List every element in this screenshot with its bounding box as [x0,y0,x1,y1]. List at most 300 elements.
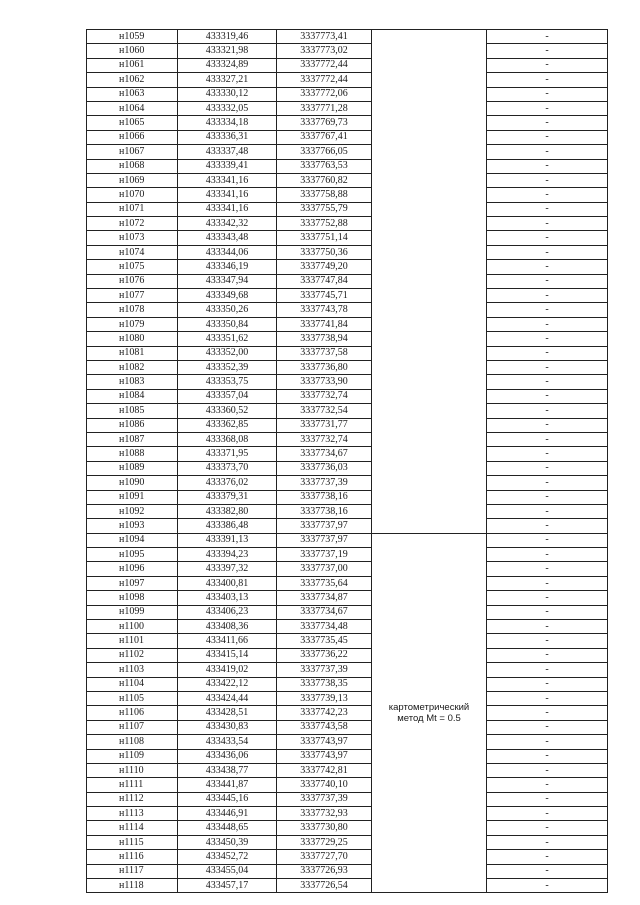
accuracy-cell: - [487,73,608,87]
x-coordinate-cell: 433324,89 [178,58,277,72]
x-coordinate-cell: 433341,16 [178,188,277,202]
x-coordinate-cell: 433350,26 [178,303,277,317]
point-id-cell: н1072 [87,217,178,231]
accuracy-cell: - [487,30,608,44]
accuracy-cell: - [487,605,608,619]
point-id-cell: н1117 [87,864,178,878]
accuracy-cell: - [487,173,608,187]
x-coordinate-cell: 433371,95 [178,447,277,461]
point-id-cell: н1071 [87,202,178,216]
x-coordinate-cell: 433339,41 [178,159,277,173]
accuracy-cell: - [487,44,608,58]
x-coordinate-cell: 433352,39 [178,360,277,374]
accuracy-cell: - [487,476,608,490]
x-coordinate-cell: 433391,13 [178,533,277,547]
x-coordinate-cell: 433438,77 [178,763,277,777]
table-row [87,87,608,101]
point-id-cell: н1103 [87,663,178,677]
accuracy-cell: - [487,404,608,418]
y-coordinate-cell: 3337773,41 [277,30,372,44]
y-coordinate-cell: 3337745,71 [277,289,372,303]
x-coordinate-cell: 433350,84 [178,317,277,331]
point-id-cell: н1105 [87,691,178,705]
point-id-cell: н1106 [87,706,178,720]
table-row [87,620,608,634]
y-coordinate-cell: 3337737,97 [277,533,372,547]
accuracy-cell: - [487,101,608,115]
point-id-cell: н1069 [87,173,178,187]
table-row [87,202,608,216]
x-coordinate-cell: 433332,05 [178,101,277,115]
x-coordinate-cell: 433424,44 [178,691,277,705]
accuracy-cell: - [487,145,608,159]
accuracy-cell: - [487,706,608,720]
accuracy-cell: - [487,648,608,662]
table-row [87,303,608,317]
x-coordinate-cell: 433400,81 [178,576,277,590]
y-coordinate-cell: 3337773,02 [277,44,372,58]
y-coordinate-cell: 3337750,36 [277,245,372,259]
table-row [87,533,608,547]
x-coordinate-cell: 433351,62 [178,332,277,346]
point-id-cell: н1081 [87,346,178,360]
y-coordinate-cell: 3337763,53 [277,159,372,173]
table-row [87,735,608,749]
point-id-cell: н1061 [87,58,178,72]
point-id-cell: н1086 [87,418,178,432]
method-cell-empty [372,30,487,534]
y-coordinate-cell: 3337733,90 [277,375,372,389]
y-coordinate-cell: 3337737,58 [277,346,372,360]
y-coordinate-cell: 3337732,54 [277,404,372,418]
accuracy-cell: - [487,720,608,734]
table-row [87,879,608,893]
x-coordinate-cell: 433415,14 [178,648,277,662]
y-coordinate-cell: 3337769,73 [277,116,372,130]
x-coordinate-cell: 433343,48 [178,231,277,245]
y-coordinate-cell: 3337743,97 [277,735,372,749]
point-id-cell: н1082 [87,360,178,374]
point-id-cell: н1108 [87,735,178,749]
point-id-cell: н1101 [87,634,178,648]
point-id-cell: н1065 [87,116,178,130]
y-coordinate-cell: 3337736,22 [277,648,372,662]
accuracy-cell: - [487,202,608,216]
table-row [87,173,608,187]
x-coordinate-cell: 433408,36 [178,620,277,634]
table-row [87,476,608,490]
accuracy-cell: - [487,879,608,893]
accuracy-cell: - [487,418,608,432]
accuracy-cell: - [487,864,608,878]
accuracy-cell: - [487,360,608,374]
table-row [87,375,608,389]
x-coordinate-cell: 433330,12 [178,87,277,101]
y-coordinate-cell: 3337734,48 [277,620,372,634]
accuracy-cell: - [487,289,608,303]
point-id-cell: н1099 [87,605,178,619]
accuracy-cell: - [487,375,608,389]
table-row [87,58,608,72]
point-id-cell: н1068 [87,159,178,173]
x-coordinate-cell: 433452,72 [178,850,277,864]
table-row [87,73,608,87]
y-coordinate-cell: 3337727,70 [277,850,372,864]
y-coordinate-cell: 3337734,87 [277,591,372,605]
x-coordinate-cell: 433337,48 [178,145,277,159]
y-coordinate-cell: 3337758,88 [277,188,372,202]
y-coordinate-cell: 3337732,74 [277,389,372,403]
point-id-cell: н1102 [87,648,178,662]
table-row [87,749,608,763]
y-coordinate-cell: 3337730,80 [277,821,372,835]
y-coordinate-cell: 3337741,84 [277,317,372,331]
point-id-cell: н1085 [87,404,178,418]
table-row [87,634,608,648]
point-id-cell: н1107 [87,720,178,734]
table-row [87,130,608,144]
point-id-cell: н1090 [87,476,178,490]
accuracy-cell: - [487,735,608,749]
table-row [87,691,608,705]
table-row [87,145,608,159]
table-row [87,360,608,374]
point-id-cell: н1087 [87,432,178,446]
table-row [87,663,608,677]
x-coordinate-cell: 433357,04 [178,389,277,403]
y-coordinate-cell: 3337751,14 [277,231,372,245]
table-row [87,490,608,504]
table-row [87,835,608,849]
x-coordinate-cell: 433319,46 [178,30,277,44]
table-row [87,763,608,777]
accuracy-cell: - [487,274,608,288]
point-id-cell: н1063 [87,87,178,101]
table-row [87,332,608,346]
accuracy-cell: - [487,677,608,691]
y-coordinate-cell: 3337772,06 [277,87,372,101]
table-row [87,188,608,202]
accuracy-cell: - [487,317,608,331]
y-coordinate-cell: 3337732,93 [277,807,372,821]
point-id-cell: н1115 [87,835,178,849]
table-row [87,432,608,446]
x-coordinate-cell: 433448,65 [178,821,277,835]
x-coordinate-cell: 433373,70 [178,461,277,475]
x-coordinate-cell: 433360,52 [178,404,277,418]
table-row [87,389,608,403]
coordinates-table-body [87,30,608,893]
x-coordinate-cell: 433352,00 [178,346,277,360]
point-id-cell: н1089 [87,461,178,475]
table-row [87,821,608,835]
point-id-cell: н1109 [87,749,178,763]
table-row [87,576,608,590]
accuracy-cell: - [487,346,608,360]
x-coordinate-cell: 433419,02 [178,663,277,677]
point-id-cell: н1064 [87,101,178,115]
accuracy-cell: - [487,533,608,547]
accuracy-cell: - [487,691,608,705]
table-row [87,44,608,58]
table-row [87,720,608,734]
point-id-cell: н1079 [87,317,178,331]
y-coordinate-cell: 3337740,10 [277,778,372,792]
point-id-cell: н1073 [87,231,178,245]
point-id-cell: н1096 [87,562,178,576]
accuracy-cell: - [487,231,608,245]
accuracy-cell: - [487,835,608,849]
x-coordinate-cell: 433386,48 [178,519,277,533]
table-row [87,605,608,619]
accuracy-cell: - [487,116,608,130]
x-coordinate-cell: 433441,87 [178,778,277,792]
y-coordinate-cell: 3337735,45 [277,634,372,648]
table-row [87,317,608,331]
x-coordinate-cell: 433422,12 [178,677,277,691]
y-coordinate-cell: 3337739,13 [277,691,372,705]
accuracy-cell: - [487,461,608,475]
point-id-cell: н1074 [87,245,178,259]
point-id-cell: н1093 [87,519,178,533]
point-id-cell: н1077 [87,289,178,303]
point-id-cell: н1067 [87,145,178,159]
method-name: картометрический [388,702,470,714]
y-coordinate-cell: 3337737,19 [277,548,372,562]
table-row [87,807,608,821]
table-row [87,677,608,691]
accuracy-cell: - [487,188,608,202]
point-id-cell: н1100 [87,620,178,634]
accuracy-cell: - [487,749,608,763]
y-coordinate-cell: 3337731,77 [277,418,372,432]
point-id-cell: н1098 [87,591,178,605]
accuracy-cell: - [487,821,608,835]
y-coordinate-cell: 3337772,44 [277,73,372,87]
y-coordinate-cell: 3337736,80 [277,360,372,374]
table-row [87,30,608,44]
table-row [87,404,608,418]
y-coordinate-cell: 3337749,20 [277,260,372,274]
x-coordinate-cell: 433342,32 [178,217,277,231]
x-coordinate-cell: 433341,16 [178,202,277,216]
y-coordinate-cell: 3337737,39 [277,476,372,490]
accuracy-cell: - [487,504,608,518]
y-coordinate-cell: 3337734,67 [277,605,372,619]
accuracy-cell: - [487,591,608,605]
point-id-cell: н1094 [87,533,178,547]
accuracy-cell: - [487,850,608,864]
x-coordinate-cell: 433394,23 [178,548,277,562]
x-coordinate-cell: 433376,02 [178,476,277,490]
table-row [87,101,608,115]
point-id-cell: н1078 [87,303,178,317]
accuracy-cell: - [487,245,608,259]
y-coordinate-cell: 3337738,35 [277,677,372,691]
table-row [87,792,608,806]
table-row [87,850,608,864]
accuracy-cell: - [487,562,608,576]
table-row [87,548,608,562]
x-coordinate-cell: 433327,21 [178,73,277,87]
y-coordinate-cell: 3337755,79 [277,202,372,216]
point-id-cell: н1111 [87,778,178,792]
table-row [87,447,608,461]
x-coordinate-cell: 433368,08 [178,432,277,446]
table-row [87,519,608,533]
table-row [87,159,608,173]
accuracy-cell: - [487,260,608,274]
x-coordinate-cell: 433353,75 [178,375,277,389]
table-row [87,591,608,605]
x-coordinate-cell: 433433,54 [178,735,277,749]
accuracy-cell: - [487,519,608,533]
x-coordinate-cell: 433411,66 [178,634,277,648]
point-id-cell: н1097 [87,576,178,590]
y-coordinate-cell: 3337738,16 [277,490,372,504]
x-coordinate-cell: 433321,98 [178,44,277,58]
table-row [87,562,608,576]
table-row [87,706,608,720]
point-id-cell: н1075 [87,260,178,274]
accuracy-cell: - [487,576,608,590]
accuracy-cell: - [487,778,608,792]
point-id-cell: н1076 [87,274,178,288]
point-id-cell: н1092 [87,504,178,518]
accuracy-cell: - [487,217,608,231]
accuracy-cell: - [487,792,608,806]
accuracy-cell: - [487,432,608,446]
x-coordinate-cell: 433346,19 [178,260,277,274]
y-coordinate-cell: 3337743,78 [277,303,372,317]
accuracy-cell: - [487,548,608,562]
accuracy-cell: - [487,332,608,346]
y-coordinate-cell: 3337743,97 [277,749,372,763]
point-id-cell: н1110 [87,763,178,777]
x-coordinate-cell: 433436,06 [178,749,277,763]
y-coordinate-cell: 3337737,39 [277,663,372,677]
x-coordinate-cell: 433455,04 [178,864,277,878]
point-id-cell: н1083 [87,375,178,389]
point-id-cell: н1112 [87,792,178,806]
y-coordinate-cell: 3337743,58 [277,720,372,734]
y-coordinate-cell: 3337736,03 [277,461,372,475]
table-row [87,245,608,259]
accuracy-cell: - [487,807,608,821]
coordinates-table [86,29,608,893]
table-row [87,116,608,130]
x-coordinate-cell: 433349,68 [178,289,277,303]
y-coordinate-cell: 3337726,93 [277,864,372,878]
point-id-cell: н1060 [87,44,178,58]
point-id-cell: н1062 [87,73,178,87]
x-coordinate-cell: 433406,23 [178,605,277,619]
y-coordinate-cell: 3337760,82 [277,173,372,187]
x-coordinate-cell: 433336,31 [178,130,277,144]
point-id-cell: н1116 [87,850,178,864]
x-coordinate-cell: 433450,39 [178,835,277,849]
y-coordinate-cell: 3337771,28 [277,101,372,115]
method-cell [372,533,487,893]
accuracy-cell: - [487,763,608,777]
accuracy-cell: - [487,447,608,461]
accuracy-cell: - [487,634,608,648]
point-id-cell: н1091 [87,490,178,504]
table-row [87,217,608,231]
point-id-cell: н1066 [87,130,178,144]
y-coordinate-cell: 3337742,81 [277,763,372,777]
point-id-cell: н1095 [87,548,178,562]
x-coordinate-cell: 433382,80 [178,504,277,518]
point-id-cell: н1104 [87,677,178,691]
point-id-cell: н1113 [87,807,178,821]
x-coordinate-cell: 433344,06 [178,245,277,259]
y-coordinate-cell: 3337767,41 [277,130,372,144]
y-coordinate-cell: 3337737,00 [277,562,372,576]
y-coordinate-cell: 3337772,44 [277,58,372,72]
point-id-cell: н1080 [87,332,178,346]
x-coordinate-cell: 433446,91 [178,807,277,821]
table-row [87,504,608,518]
table-row [87,418,608,432]
accuracy-cell: - [487,130,608,144]
method-accuracy: метод Mt = 0.5 [397,713,461,725]
x-coordinate-cell: 433430,83 [178,720,277,734]
y-coordinate-cell: 3337737,39 [277,792,372,806]
table-row [87,778,608,792]
accuracy-cell: - [487,389,608,403]
y-coordinate-cell: 3337737,97 [277,519,372,533]
y-coordinate-cell: 3337726,54 [277,879,372,893]
point-id-cell: н1114 [87,821,178,835]
x-coordinate-cell: 433403,13 [178,591,277,605]
y-coordinate-cell: 3337738,94 [277,332,372,346]
point-id-cell: н1118 [87,879,178,893]
table-row [87,648,608,662]
accuracy-cell: - [487,87,608,101]
table-row [87,289,608,303]
x-coordinate-cell: 433347,94 [178,274,277,288]
x-coordinate-cell: 433379,31 [178,490,277,504]
point-id-cell: н1059 [87,30,178,44]
accuracy-cell: - [487,58,608,72]
x-coordinate-cell: 433397,32 [178,562,277,576]
point-id-cell: н1070 [87,188,178,202]
x-coordinate-cell: 433334,18 [178,116,277,130]
x-coordinate-cell: 433341,16 [178,173,277,187]
table-row [87,231,608,245]
table-row [87,260,608,274]
accuracy-cell: - [487,620,608,634]
x-coordinate-cell: 433362,85 [178,418,277,432]
table-row [87,346,608,360]
accuracy-cell: - [487,490,608,504]
point-id-cell: н1088 [87,447,178,461]
accuracy-cell: - [487,663,608,677]
y-coordinate-cell: 3337747,84 [277,274,372,288]
x-coordinate-cell: 433445,16 [178,792,277,806]
y-coordinate-cell: 3337738,16 [277,504,372,518]
y-coordinate-cell: 3337766,05 [277,145,372,159]
y-coordinate-cell: 3337734,67 [277,447,372,461]
accuracy-cell: - [487,303,608,317]
y-coordinate-cell: 3337735,64 [277,576,372,590]
x-coordinate-cell: 433457,17 [178,879,277,893]
x-coordinate-cell: 433428,51 [178,706,277,720]
accuracy-cell: - [487,159,608,173]
point-id-cell: н1084 [87,389,178,403]
table-row [87,864,608,878]
